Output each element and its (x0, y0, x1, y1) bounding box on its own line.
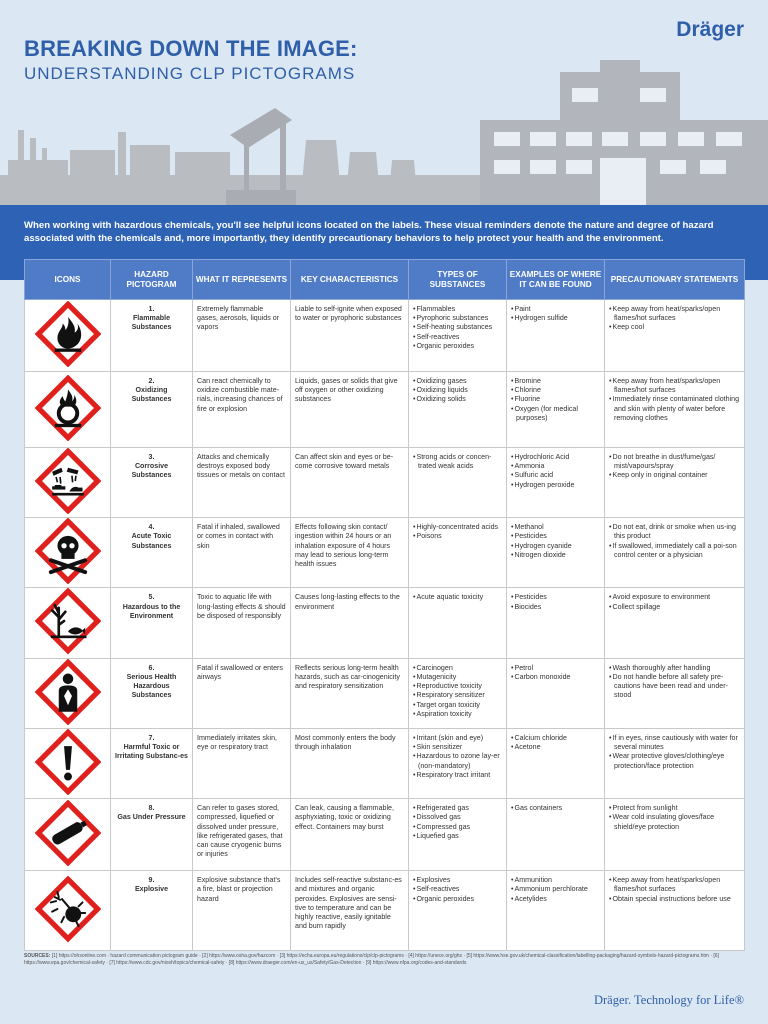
example-item: • Paint (511, 305, 600, 314)
example-item: • Sulfuric acid (511, 471, 600, 480)
pictogram-number: 1. (148, 305, 155, 313)
precaution-item: • Keep away from heat/sparks/open flames/hot surfaces (609, 305, 740, 323)
table-row (25, 871, 745, 951)
pictogram-name: Corrosive Substances (131, 462, 172, 480)
substance-type-item: • Oxidizing liquids (413, 386, 502, 395)
types-cell (409, 799, 507, 871)
pictogram-number: 3. (148, 453, 155, 461)
substance-type-item: • Self-heating substances (413, 323, 502, 332)
substance-type-item: • Refrigerated gas (413, 804, 502, 813)
skull-crossbones-icon (35, 518, 101, 587)
example-item: • Carbon monoxide (511, 673, 600, 682)
example-list (511, 664, 600, 682)
pictogram-name-cell (111, 518, 193, 588)
precaution-item: • Immediately rinse contaminated clothing and skin with plenty of water before removing clothes (609, 395, 740, 423)
substance-type-item: • Dissolved gas (413, 813, 502, 822)
precaution-item: • Do not handle before all safety pre-cautions have been read and under-stood (609, 673, 740, 701)
icon-cell (25, 799, 111, 871)
pictogram-name-cell (111, 871, 193, 951)
icon-cell (25, 518, 111, 588)
substance-type-list (413, 593, 502, 602)
example-item: • Oxygen (for medical purposes) (511, 405, 600, 423)
table-row (25, 300, 745, 372)
substance-type-list (413, 377, 502, 405)
characteristics-text: Can affect skin and eyes or be-come corrosive toward metals (295, 453, 394, 471)
pictogram-name-cell (111, 372, 193, 448)
examples-cell (507, 799, 605, 871)
substance-type-list (413, 453, 502, 471)
pictogram-number: 5. (148, 593, 155, 602)
table-row (25, 518, 745, 588)
substance-type-item: • Aspiration toxicity (413, 710, 502, 719)
gas-cylinder-icon (35, 800, 101, 869)
icon-cell (25, 588, 111, 658)
pictogram-name: Acute Toxic Substances (131, 532, 172, 550)
substance-type-item: • Organic peroxides (413, 342, 502, 351)
example-list (511, 305, 600, 323)
example-item: • Acetylides (511, 895, 600, 904)
precautions-cell (605, 799, 745, 871)
characteristics-text: Reflects serious long-term health hazards, such as car-cinogenicity and respiratory sensitization (295, 663, 400, 691)
examples-cell (507, 518, 605, 588)
example-item: • Calcium chloride (511, 734, 600, 743)
precaution-item: • Do not breathe in dust/fume/gas/ mist/vapours/spray (609, 453, 740, 471)
substance-type-list (413, 876, 502, 904)
examples-cell (507, 372, 605, 448)
environment-icon (35, 588, 101, 657)
represents-text: Extremely flammable gases, aerosols, liquids or vapors (197, 305, 280, 332)
health-hazard-icon (35, 659, 101, 728)
col-header-icons: ICONS (25, 260, 111, 300)
represents-text: Attacks and chemically destroys exposed body tissues or metals on contact (197, 453, 285, 480)
types-cell (409, 372, 507, 448)
sources-footnote: SOURCES: [1] https://ohsonline.com · hazard communication pictogram guide · [2] https://www.osha.gov/hazcom · [3] https://echa.europa.eu/regulations/clp/clp-pictograms · [4] https://unece.org/ghs · [5] https://www.hse.gov.uk/chemical-classification/labelling-packaging/hazard-symbols-hazard-pictograms.htm · [6] https://www.epa.gov/chemical-safety · [7] https://www.cdc.gov/niosh/topics/chemical-safety · [8] https://www.draeger.com/en-us_us/Safety/Gas-Detection · [9] https://www.nfpa.org/codes-and-standards (24, 953, 719, 966)
precaution-item: • Protect from sunlight (609, 804, 740, 813)
example-list (511, 377, 600, 423)
precaution-list (609, 305, 740, 333)
substance-type-item: • Strong acids or concen-trated weak acids (413, 453, 502, 471)
col-header-represents: WHAT IT REPRESENTS (193, 260, 291, 300)
examples-cell (507, 871, 605, 951)
precaution-list (609, 876, 740, 904)
example-item: • Ammonium perchlorate (511, 885, 600, 894)
precaution-item: • Collect spillage (609, 603, 740, 612)
examples-cell (507, 658, 605, 728)
precautions-cell (605, 448, 745, 518)
represents-cell (193, 372, 291, 448)
represents-text: Fatal if swallowed or enters airways (197, 663, 283, 681)
flame-over-circle-icon (35, 375, 101, 444)
example-item: • Nitrogen dioxide (511, 551, 600, 560)
represents-cell (193, 518, 291, 588)
pictogram-number: 4. (148, 523, 155, 532)
precaution-item: • Wear protective gloves/clothing/eye protection/face protection (609, 752, 740, 770)
table-row (25, 658, 745, 728)
substance-type-list (413, 523, 502, 541)
page-header (0, 0, 768, 205)
example-item: • Methanol (511, 523, 600, 532)
exploding-bomb-icon (35, 876, 101, 945)
pictogram-name-cell (111, 588, 193, 658)
pictogram-number: 7. (148, 733, 155, 742)
substance-type-item: • Acute aquatic toxicity (413, 593, 502, 602)
characteristics-cell (291, 588, 409, 658)
represents-text: Toxic to aquatic life with long-lasting effects & should be disposed of responsibly (197, 593, 286, 620)
substance-type-item: • Irritant (skin and eye) (413, 734, 502, 743)
example-list (511, 593, 600, 611)
col-header-characteristics: KEY CHARACTERISTICS (291, 260, 409, 300)
substance-type-item: • Flammables (413, 305, 502, 314)
pictogram-table-container (24, 259, 744, 951)
examples-cell (507, 728, 605, 798)
col-header-pictogram: HAZARD PICTOGRAM (111, 260, 193, 300)
precaution-item: • Do not eat, drink or smoke when us-ing this product (609, 523, 740, 541)
icon-cell (25, 300, 111, 372)
footer-tagline: Dräger. Technology for Life® (593, 993, 744, 1007)
example-item: • Ammonia (511, 462, 600, 471)
example-list (511, 804, 600, 813)
precautions-cell (605, 658, 745, 728)
substance-type-item: • Mutagenicity (413, 673, 502, 682)
characteristics-cell (291, 448, 409, 518)
col-header-types: TYPES OF SUBSTANCES (409, 260, 507, 300)
example-item: • Pesticides (511, 593, 600, 602)
table-row (25, 588, 745, 658)
icon-cell (25, 728, 111, 798)
pictogram-name-cell (111, 728, 193, 798)
pictogram-name-cell (111, 448, 193, 518)
examples-cell (507, 300, 605, 372)
example-item: • Hydrogen peroxide (511, 481, 600, 490)
flame-icon (35, 301, 101, 370)
precaution-item: • If swallowed, immediately call a poi-son control center or a physician (609, 542, 740, 560)
types-cell (409, 300, 507, 372)
represents-cell (193, 658, 291, 728)
precautions-cell (605, 300, 745, 372)
represents-cell (193, 300, 291, 372)
pictogram-name-cell (111, 300, 193, 372)
icon-cell (25, 658, 111, 728)
represents-cell (193, 448, 291, 518)
example-item: • Gas containers (511, 804, 600, 813)
example-item: • Ammunition (511, 876, 600, 885)
substance-type-item: • Target organ toxicity (413, 701, 502, 710)
precaution-item: • Keep cool (609, 323, 740, 332)
example-list (511, 523, 600, 560)
precaution-item: • Wash thoroughly after handling (609, 664, 740, 673)
substance-type-item: • Highly-concentrated acids (413, 523, 502, 532)
characteristics-text: Causes long-lasting effects to the environment (295, 593, 400, 611)
substance-type-list (413, 305, 502, 351)
example-list (511, 876, 600, 904)
precaution-item: • Keep away from heat/sparks/open flames/hot surfaces (609, 876, 740, 894)
precautions-cell (605, 588, 745, 658)
characteristics-cell (291, 518, 409, 588)
represents-text: Fatal if inhaled, swallowed or comes in contact with skin (197, 523, 280, 550)
substance-type-item: • Pyrophoric substances (413, 314, 502, 323)
icon-cell (25, 871, 111, 951)
corrosion-icon (35, 448, 101, 517)
precautions-cell (605, 728, 745, 798)
characteristics-text: Includes self-reactive substanc-es and mixtures and organic peroxides. Explosives are sensi-tive to temperature and can be highly reactive, easily ignitable and burn rapidly (295, 876, 402, 931)
characteristics-text: Most commonly enters the body through inhalation (295, 733, 396, 752)
icon-cell (25, 372, 111, 448)
characteristics-cell (291, 871, 409, 951)
icon-cell (25, 448, 111, 518)
substance-type-item: • Self-reactives (413, 333, 502, 342)
substance-type-item: • Skin sensitizer (413, 743, 502, 752)
pictogram-name: Flammable Substances (131, 314, 172, 332)
types-cell (409, 658, 507, 728)
represents-cell (193, 728, 291, 798)
characteristics-cell (291, 372, 409, 448)
pictogram-name: Oxidizing Substances (131, 386, 172, 404)
example-item: • Fluorine (511, 395, 600, 404)
represents-text: Immediately irritates skin, eye or respiratory tract (197, 733, 278, 752)
table-row (25, 372, 745, 448)
precaution-item: • Keep away from heat/sparks/open flames/hot surfaces (609, 377, 740, 395)
col-header-precautions: PRECAUTIONARY STATEMENTS (605, 260, 745, 300)
pictogram-name-cell (111, 658, 193, 728)
pictogram-name: Hazardous to the Environment (122, 602, 181, 620)
characteristics-text: Liable to self-ignite when exposed to water or pyrophoric substances (295, 305, 402, 323)
precaution-item: • Wear cold insulating gloves/face shield/eye protection (609, 813, 740, 831)
precaution-list (609, 804, 740, 832)
example-item: • Acetone (511, 743, 600, 752)
substance-type-item: • Poisons (413, 532, 502, 541)
example-item: • Hydrogen cyanide (511, 542, 600, 551)
precaution-list (609, 453, 740, 481)
precaution-list (609, 664, 740, 701)
precaution-list (609, 593, 740, 611)
pictogram-number: 8. (148, 804, 155, 813)
characteristics-text: Liquids, gases or solids that give off oxygen or other oxidizing substances (295, 377, 398, 404)
example-item: • Bromine (511, 377, 600, 386)
substance-type-item: • Carcinogen (413, 664, 502, 673)
represents-text: Explosive substance that's a fire, blast or projection hazard (197, 876, 281, 903)
precaution-item: • Keep only in original container (609, 471, 740, 480)
example-item: • Pesticides (511, 532, 600, 541)
example-item: • Hydrochloric Acid (511, 453, 600, 462)
represents-cell (193, 799, 291, 871)
example-list (511, 734, 600, 752)
characteristics-cell (291, 300, 409, 372)
page-subtitle: UNDERSTANDING CLP PICTOGRAMS (24, 64, 356, 83)
types-cell (409, 448, 507, 518)
substance-type-item: • Explosives (413, 876, 502, 885)
represents-text: Can refer to gases stored, compressed, liquefied or dissolved under pressure, like refrigerated gases, that can cause cryogenic burns or injuries (197, 804, 283, 859)
represents-cell (193, 871, 291, 951)
characteristics-text: Can leak, causing a flammable, asphyxiating, toxic or oxidizing effect. Containers may burst (295, 804, 394, 831)
examples-cell (507, 448, 605, 518)
pictogram-table (24, 259, 745, 951)
represents-text: Can react chemically to oxidize combustible mate-rials, increasing chances of fire or explosion (197, 377, 283, 413)
precaution-list (609, 377, 740, 423)
pictogram-name: Serious Health Hazardous Substances (126, 672, 177, 700)
precaution-item: • Avoid exposure to environment (609, 593, 740, 602)
examples-cell (507, 588, 605, 658)
substance-type-item: • Oxidizing solids (413, 395, 502, 404)
example-item: • Chlorine (511, 386, 600, 395)
precaution-item: • If in eyes, rinse cautiously with water for several minutes (609, 734, 740, 752)
pictogram-name: Harmful Toxic or Irritating Substanc-es (115, 743, 188, 761)
pictogram-name: Gas Under Pressure (117, 813, 186, 822)
table-row (25, 448, 745, 518)
types-cell (409, 588, 507, 658)
col-header-examples: EXAMPLES OF WHERE IT CAN BE FOUND (507, 260, 605, 300)
brand-logo[interactable]: Dräger (676, 18, 744, 41)
types-cell (409, 728, 507, 798)
substance-type-item: • Self-reactives (413, 885, 502, 894)
types-cell (409, 518, 507, 588)
pictogram-number: 2. (148, 377, 155, 385)
substance-type-item: • Hazardous to ozone lay-er (non-mandatory) (413, 752, 502, 770)
substance-type-item: • Respiratory sensitizer (413, 691, 502, 700)
precaution-item: • Obtain special instructions before use (609, 895, 740, 904)
pictogram-name: Explosive (134, 885, 169, 894)
precautions-cell (605, 871, 745, 951)
characteristics-cell (291, 799, 409, 871)
characteristics-cell (291, 658, 409, 728)
substance-type-item: • Respiratory tract irritant (413, 771, 502, 780)
substance-type-item: • Reproductive toxicity (413, 682, 502, 691)
substance-type-list (413, 734, 502, 780)
substance-type-item: • Compressed gas (413, 823, 502, 832)
substance-type-item: • Organic peroxides (413, 895, 502, 904)
represents-cell (193, 588, 291, 658)
substance-type-list (413, 664, 502, 719)
example-item: • Hydrogen sulfide (511, 314, 600, 323)
precautions-cell (605, 372, 745, 448)
table-header-row (25, 260, 745, 300)
substance-type-item: • Oxidizing gases (413, 377, 502, 386)
example-list (511, 453, 600, 490)
characteristics-cell (291, 728, 409, 798)
example-item: • Petrol (511, 664, 600, 673)
page-title: BREAKING DOWN THE IMAGE: (24, 36, 358, 61)
pictogram-number: 9. (148, 876, 155, 885)
pictogram-name-cell (111, 799, 193, 871)
characteristics-text: Effects following skin contact/ ingestion within 24 hours or an inhalation exposure of 4 hours may lead to serious long-term health issues (295, 523, 392, 569)
precautions-cell (605, 518, 745, 588)
exclamation-mark-icon (35, 729, 101, 798)
example-item: • Biocides (511, 603, 600, 612)
substance-type-list (413, 804, 502, 841)
precaution-list (609, 734, 740, 771)
intro-text: When working with hazardous chemicals, you'll see helpful icons located on the labels. These visual reminders denote the nature and degree of hazard associated with the chemicals and, more importantly, they identify precautionary behaviors to help protect your health and the environment. (24, 220, 714, 245)
table-row (25, 799, 745, 871)
pictogram-number: 6. (148, 663, 155, 672)
types-cell (409, 871, 507, 951)
table-row (25, 728, 745, 798)
substance-type-item: • Liquefied gas (413, 832, 502, 841)
industrial-skyline-illustration (0, 60, 768, 205)
precaution-list (609, 523, 740, 560)
